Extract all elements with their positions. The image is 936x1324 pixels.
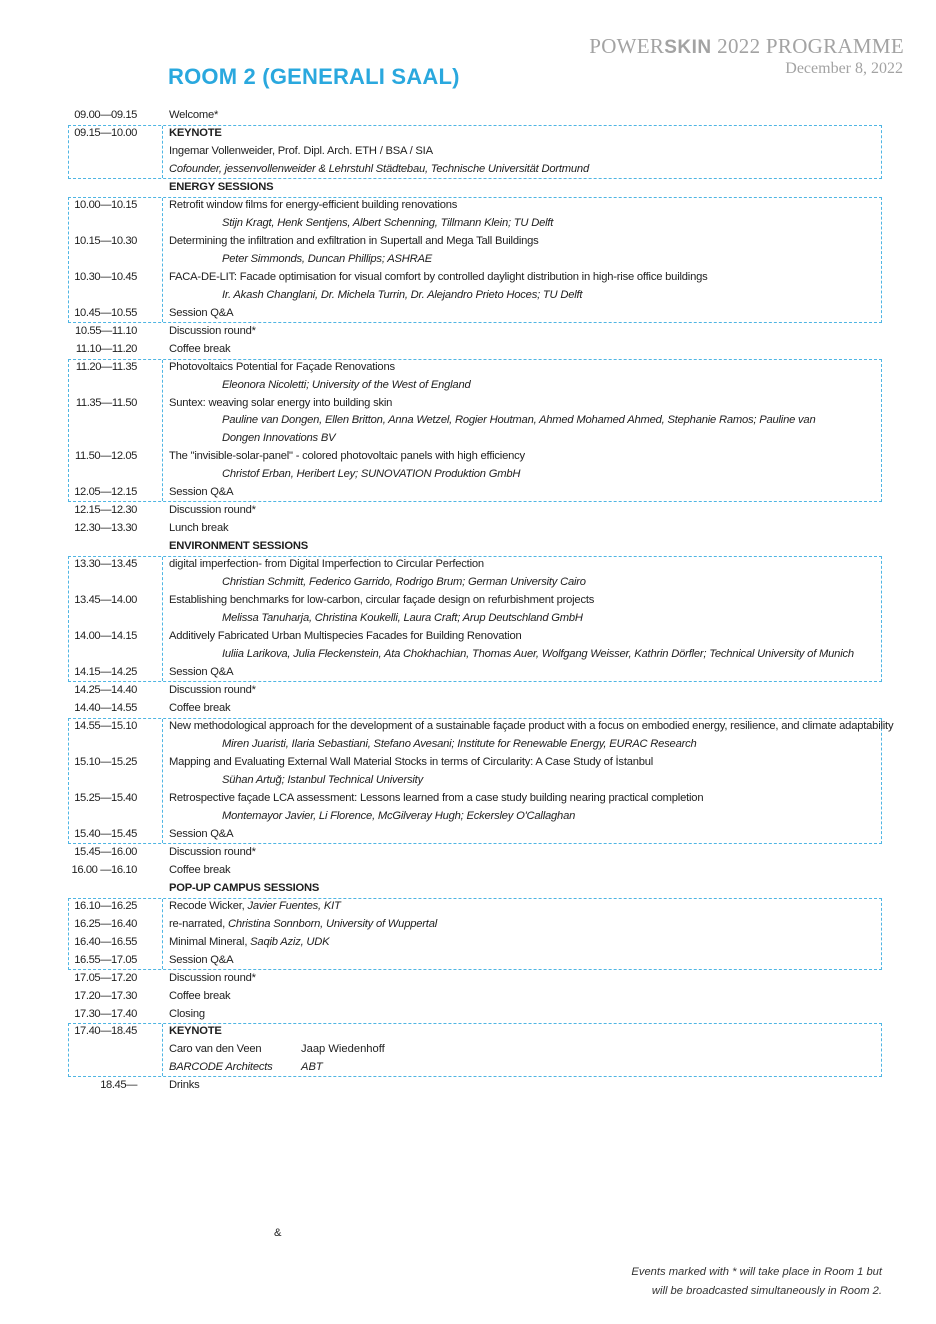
time-slot: 09.00—09.15 — [74, 109, 137, 121]
authors — [222, 429, 335, 447]
authors — [222, 214, 553, 232]
session-title — [169, 591, 594, 609]
session-title — [169, 627, 522, 645]
row-text: Lunch break — [169, 522, 229, 535]
schedule-row — [0, 627, 936, 645]
session-title — [169, 232, 539, 250]
schedule-row — [0, 178, 936, 196]
schedule-row — [0, 376, 936, 394]
schedule-row — [0, 447, 936, 465]
schedule-row — [0, 609, 936, 627]
session-title — [169, 519, 228, 537]
ampersand: & — [274, 1227, 282, 1239]
row-text: Session Q&A — [169, 953, 234, 966]
schedule-row — [0, 735, 936, 753]
session-title — [169, 789, 703, 807]
schedule-row — [0, 106, 936, 124]
row-text: The "invisible-solar-panel" - colored photovoltaic panels with high efficiency — [169, 450, 525, 463]
row-text: Additively Fabricated Urban Multispecies Facades for Building Renovation — [169, 630, 522, 643]
schedule-row — [0, 304, 936, 322]
schedule-row — [0, 681, 936, 699]
row-text: New methodological approach for the development of a sustainable façade product with a focus on embodied energy, resilience, and climate adaptability — [169, 719, 894, 732]
row-text: digital imperfection- from Digital Imperfection to Circular Perfection — [169, 558, 484, 571]
schedule-row — [0, 358, 936, 376]
room-title: ROOM 2 (GENERALI SAAL) — [168, 64, 460, 89]
time-slot: 17.40—18.45 — [74, 1025, 137, 1038]
schedule-row — [0, 411, 936, 429]
row-text: Session Q&A — [169, 486, 234, 499]
session-title — [169, 1040, 261, 1058]
row-text: Coffee break — [169, 342, 231, 355]
time-slot: 14.55—15.10 — [74, 719, 137, 732]
schedule-row — [0, 429, 936, 447]
schedule-row — [0, 987, 936, 1005]
programme-title-brand: SKIN — [664, 37, 712, 58]
schedule-row — [0, 268, 936, 286]
time-slot: 10.45—10.55 — [74, 306, 137, 319]
authors — [222, 286, 582, 304]
row-text: ENVIRONMENT SESSIONS — [169, 540, 308, 553]
schedule-row — [0, 717, 936, 735]
time-slot: 13.30—13.45 — [74, 558, 137, 571]
row-text: Suntex: weaving solar energy into building skin — [169, 396, 393, 409]
schedule-row — [0, 753, 936, 771]
row-text: KEYNOTE — [169, 1025, 222, 1038]
session-title — [169, 969, 256, 987]
schedule-row — [0, 825, 936, 843]
row-text: Minimal Mineral, — [169, 935, 251, 948]
row-text: Peter Simmonds, Duncan Phillips; ASHRAE — [222, 252, 433, 265]
row-text: Caro van den Veen — [169, 1043, 262, 1056]
time-slot: 16.25—16.40 — [74, 917, 137, 930]
row-text: Discussion round* — [169, 684, 256, 697]
schedule-row — [0, 933, 936, 951]
session-title — [169, 753, 653, 771]
row-text: Discussion round* — [169, 324, 256, 337]
row-text: Coffee break — [169, 989, 231, 1002]
session-title — [169, 501, 256, 519]
row-text: Session Q&A — [169, 306, 234, 319]
schedule-row — [0, 591, 936, 609]
schedule-row — [0, 789, 936, 807]
schedule-row — [0, 573, 936, 591]
row-text: Iuliia Larikova, Julia Fleckenstein, Ata Chokhachian, Thomas Auer, Wolfgang Weisser, Kathrin Dörfler; Technical University of Munich — [222, 648, 854, 661]
schedule-row — [0, 861, 936, 879]
schedule-row — [0, 286, 936, 304]
row-text: Session Q&A — [169, 666, 234, 679]
schedule-row — [0, 519, 936, 537]
section-heading — [169, 124, 222, 142]
schedule-row — [0, 214, 936, 232]
session-title — [169, 933, 329, 951]
row-text: FACA-DE-LIT: Facade optimisation for visual comfort by controlled daylight distribution in high-rise office buildings — [169, 270, 708, 283]
session-title — [169, 322, 256, 340]
authors — [222, 250, 432, 268]
time-slot: 14.15—14.25 — [74, 666, 137, 679]
row-text: POP-UP CAMPUS SESSIONS — [169, 881, 320, 894]
time-slot: 17.30—17.40 — [74, 1007, 137, 1020]
session-title — [169, 483, 233, 501]
schedule-row — [0, 555, 936, 573]
schedule-row — [0, 1022, 936, 1040]
time-slot: 12.05—12.15 — [74, 486, 137, 499]
schedule-row — [0, 322, 936, 340]
row-text: Establishing benchmarks for low-carbon, circular façade design on refurbishment projects — [169, 594, 595, 607]
authors — [222, 771, 423, 789]
row-text: KEYNOTE — [169, 126, 222, 139]
row-text: BARCODE Architects — [169, 1061, 273, 1074]
footnote-line-1: Events marked with * will take place in Room 1 but — [631, 1266, 882, 1278]
schedule-row — [0, 663, 936, 681]
section-heading — [169, 879, 319, 897]
row-text: Mapping and Evaluating External Wall Material Stocks in terms of Circularity: A Case Study of İstanbul — [169, 755, 654, 768]
schedule-row — [0, 699, 936, 717]
time-slot: 16.55—17.05 — [74, 953, 137, 966]
session-title — [169, 304, 233, 322]
authors — [222, 376, 471, 394]
time-slot: 10.55—11.10 — [75, 324, 137, 337]
session-title — [169, 699, 230, 717]
authors — [222, 573, 586, 591]
row-text: Photovoltaics Potential for Façade Renovations — [169, 360, 395, 373]
session-title — [169, 160, 589, 178]
schedule-row — [0, 1058, 936, 1076]
row-text: Cofounder, jessenvollenweider & Lehrstuhl Städtebau, Technische Universität Dortmund — [169, 162, 589, 175]
time-slot: 17.05—17.20 — [74, 971, 137, 984]
authors — [222, 735, 697, 753]
time-slot: 12.15—12.30 — [74, 504, 137, 517]
row-text: Ingemar Vollenweider, Prof. Dipl. Arch. ETH / BSA / SIA — [169, 144, 433, 157]
schedule-row — [0, 232, 936, 250]
row-text: Coffee break — [169, 702, 231, 714]
session-title — [169, 340, 230, 358]
time-slot: 18.45— — [100, 1079, 137, 1092]
presenter: Christina Sonnborn, University of Wuppertal — [227, 917, 438, 930]
session-title — [169, 717, 893, 735]
row-text: Pauline van Dongen, Ellen Britton, Anna Wetzel, Rogier Houtman, Ahmed Mohamed Ahmed, Stephanie Ramos; Pauline van — [222, 414, 816, 427]
schedule-row — [0, 879, 936, 897]
session-title — [169, 681, 256, 699]
footnote-line-2: will be broadcasted simultaneously in Room 2. — [651, 1285, 882, 1297]
session-title — [169, 358, 395, 376]
schedule-row — [0, 843, 936, 861]
row-text: Welcome* — [169, 109, 219, 121]
time-slot: 11.35—11.50 — [75, 396, 137, 409]
time-slot: 12.30—13.30 — [74, 522, 137, 535]
row-text: Discussion round* — [169, 971, 256, 984]
programme-title — [589, 34, 904, 59]
session-title — [169, 142, 433, 160]
row-text: Eleonora Nicoletti; University of the West of England — [222, 378, 471, 391]
time-slot: 09.15—10.00 — [74, 126, 137, 139]
row-text: Dongen Innovations BV — [222, 432, 336, 445]
row-text: Miren Juaristi, Ilaria Sebastiani, Stefano Avesani; Institute for Renewable Energy, EURAC Research — [222, 737, 697, 750]
session-title — [169, 447, 525, 465]
session-title — [169, 843, 256, 861]
session-title — [169, 106, 218, 124]
authors — [222, 465, 520, 483]
row-text: Retrospective façade LCA assessment: Lessons learned from a case study building nearing practical completion — [169, 791, 704, 804]
schedule-row — [0, 807, 936, 825]
schedule-row — [0, 124, 936, 142]
time-slot: 13.45—14.00 — [74, 594, 137, 607]
session-title — [169, 825, 233, 843]
schedule-row — [0, 1076, 936, 1094]
time-slot: 11.20—11.35 — [75, 360, 137, 373]
row-text: Drinks — [169, 1079, 200, 1092]
keynote-speaker-2: Jaap Wiedenhoff — [301, 1043, 385, 1056]
row-text: ENERGY SESSIONS — [169, 180, 274, 193]
time-slot: 15.40—15.45 — [74, 827, 137, 840]
session-title — [169, 987, 230, 1005]
time-slot: 14.00—14.15 — [74, 630, 137, 643]
session-title — [169, 1076, 200, 1094]
programme-date: December 8, 2022 — [785, 60, 903, 77]
schedule-row — [0, 340, 936, 358]
schedule-row — [0, 897, 936, 915]
time-slot: 16.40—16.55 — [74, 935, 137, 948]
time-slot: 11.10—11.20 — [75, 342, 137, 355]
schedule-row — [0, 483, 936, 501]
schedule-row — [0, 969, 936, 987]
programme-title-prefix: POWER — [589, 34, 665, 58]
session-title — [169, 1005, 205, 1023]
keynote-speaker-2: ABT — [301, 1061, 323, 1074]
presenter: Saqib Aziz, UDK — [250, 935, 330, 948]
row-text: Christian Schmitt, Federico Garrido, Rodrigo Brum; German University Cairo — [222, 576, 586, 589]
schedule-row — [0, 1005, 936, 1023]
row-text: Montemayor Javier, Li Florence, McGilveray Hugh; Eckersley O'Callaghan — [222, 809, 576, 822]
session-title — [169, 1058, 273, 1076]
session-title — [169, 861, 230, 879]
time-slot: 14.40—14.55 — [74, 702, 137, 714]
row-text: Stijn Kragt, Henk Sentjens, Albert Schenning, Tillmann Klein; TU Delft — [222, 216, 554, 229]
authors — [222, 807, 575, 825]
schedule-row — [0, 771, 936, 789]
row-text: Melissa Tanuharja, Christina Koukelli, Laura Craft; Arup Deutschland GmbH — [222, 612, 583, 625]
time-slot: 15.45—16.00 — [74, 845, 137, 858]
session-title — [169, 268, 708, 286]
row-text: Retrofit window films for energy-efficient building renovations — [169, 198, 458, 211]
schedule-row — [0, 1040, 936, 1058]
authors — [222, 411, 815, 429]
authors — [222, 609, 583, 627]
schedule-row — [0, 537, 936, 555]
session-title — [169, 897, 341, 915]
time-slot: 10.30—10.45 — [74, 270, 137, 283]
row-text: Recode Wicker, — [169, 899, 248, 912]
schedule-row — [0, 645, 936, 663]
schedule-row — [0, 915, 936, 933]
row-text: Sühan Artuğ; Istanbul Technical University — [222, 773, 423, 786]
session-title — [169, 951, 233, 969]
section-heading — [169, 178, 273, 196]
session-title — [169, 196, 457, 214]
schedule-row — [0, 951, 936, 969]
row-text: Ir. Akash Changlani, Dr. Michela Turrin, Dr. Alejandro Prieto Hoces; TU Delft — [222, 288, 583, 301]
time-slot: 15.25—15.40 — [74, 791, 137, 804]
presenter: Javier Fuentes, KIT — [247, 899, 341, 912]
schedule-row — [0, 196, 936, 214]
row-text: Determining the infiltration and exfiltration in Supertall and Mega Tall Buildings — [169, 234, 539, 247]
time-slot: 16.10—16.25 — [74, 899, 137, 912]
time-slot: 16.00 —16.10 — [71, 863, 137, 876]
time-slot: 10.15—10.30 — [74, 234, 137, 247]
programme-title-suffix: 2022 PROGRAMME — [711, 34, 904, 58]
authors — [222, 645, 854, 663]
time-slot: 15.10—15.25 — [74, 755, 137, 768]
row-text: Coffee break — [169, 863, 231, 876]
schedule-row — [0, 160, 936, 178]
time-slot: 17.20—17.30 — [74, 989, 137, 1002]
section-heading — [169, 537, 308, 555]
row-text: Closing — [169, 1007, 205, 1020]
section-heading — [169, 1022, 222, 1040]
schedule-row — [0, 250, 936, 268]
row-text: Discussion round* — [169, 845, 256, 858]
session-title — [169, 915, 437, 933]
row-text: Session Q&A — [169, 827, 234, 840]
row-text: re-narrated, — [169, 917, 228, 930]
time-slot: 10.00—10.15 — [74, 198, 137, 211]
schedule-row — [0, 142, 936, 160]
session-title — [169, 394, 392, 412]
row-text: Christof Erban, Heribert Ley; SUNOVATION Produktion GmbH — [222, 468, 521, 481]
schedule-row — [0, 465, 936, 483]
time-slot: 14.25—14.40 — [74, 684, 137, 697]
session-title — [169, 555, 484, 573]
time-slot: 11.50—12.05 — [75, 450, 137, 463]
session-title — [169, 663, 233, 681]
row-text: Discussion round* — [169, 504, 256, 517]
schedule-row — [0, 501, 936, 519]
schedule-row — [0, 394, 936, 412]
